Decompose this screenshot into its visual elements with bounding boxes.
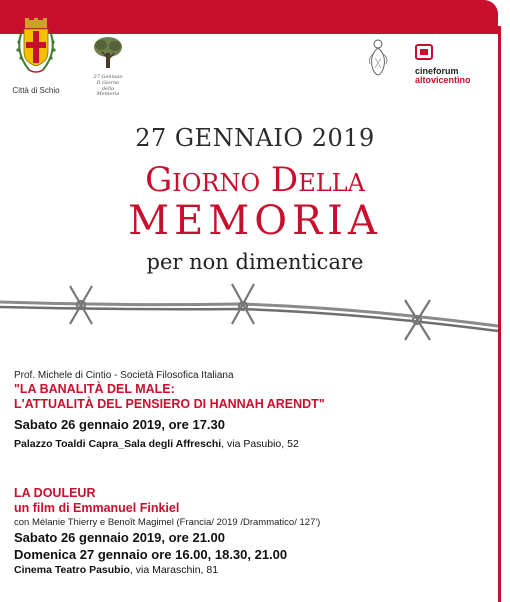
tree-caption-line-3: della <box>101 85 115 92</box>
cineforum-mark-icon <box>415 44 433 60</box>
tagline: per non dimenticare <box>146 250 364 274</box>
film-cast: con Mélanie Thierry e Benoît Magimel (Francia/ 2019 /Drammatico/ 127') <box>14 517 321 528</box>
schio-crest-icon <box>13 18 59 84</box>
title-memoria: MEMORIA <box>128 198 382 244</box>
conference-venue: Palazzo Toaldi Capra_Sala degli Affreschi <box>14 438 222 450</box>
event-conference <box>14 369 494 452</box>
saint-sketch-logo <box>364 38 392 81</box>
film-screening-1: Sabato 26 gennaio 2019, ore 21.00 <box>14 530 225 545</box>
film-venue: Cinema Teatro Pasubio <box>14 564 130 576</box>
memoria-tree-logo <box>88 36 128 98</box>
tree-caption-line-4: Memoria <box>96 91 120 98</box>
film-subtitle: un film di Emmanuel Finkiel <box>14 501 180 515</box>
conference-title-line-1: "LA BANALITÀ DEL MALE: <box>14 382 175 396</box>
film-screening-2: Domenica 27 gennaio ore 16.00, 18.30, 21.00 <box>14 547 288 562</box>
film-location <box>14 563 494 578</box>
speaker-line: Prof. Michele di Cintio - Società Filosofica Italiana <box>14 370 234 381</box>
cineforum-line-2: altovicentino <box>415 75 471 85</box>
conference-title-line-2: L'ATTUALITÀ DEL PENSIERO DI HANNAH ARENDT" <box>14 397 325 411</box>
top-red-bar <box>0 0 498 34</box>
conference-address: , via Pasubio, 52 <box>221 438 299 450</box>
barbed-wire-icon <box>0 280 498 350</box>
event-date-heading: 27 GENNAIO 2019 <box>135 124 375 152</box>
cineforum-logo <box>415 44 471 85</box>
film-title: LA DOULEUR <box>14 486 96 500</box>
right-red-rule <box>498 26 501 602</box>
conference-location <box>14 437 494 452</box>
conference-date-time: Sabato 26 gennaio 2019, ore 17.30 <box>14 417 225 432</box>
title-giorno-della: Giorno Della <box>145 160 365 200</box>
film-address: , via Maraschin, 81 <box>129 564 219 576</box>
cineforum-line-1: cineforum <box>415 66 459 76</box>
tree-caption-line-1: 27 Gennaio <box>93 74 123 80</box>
schio-caption: Città di Schio <box>12 86 60 95</box>
tree-icon <box>91 36 125 70</box>
event-film <box>14 486 494 578</box>
saint-figure-icon <box>364 38 392 76</box>
schio-logo <box>8 18 64 95</box>
tree-caption-line-2: Il Giorno <box>96 79 120 86</box>
